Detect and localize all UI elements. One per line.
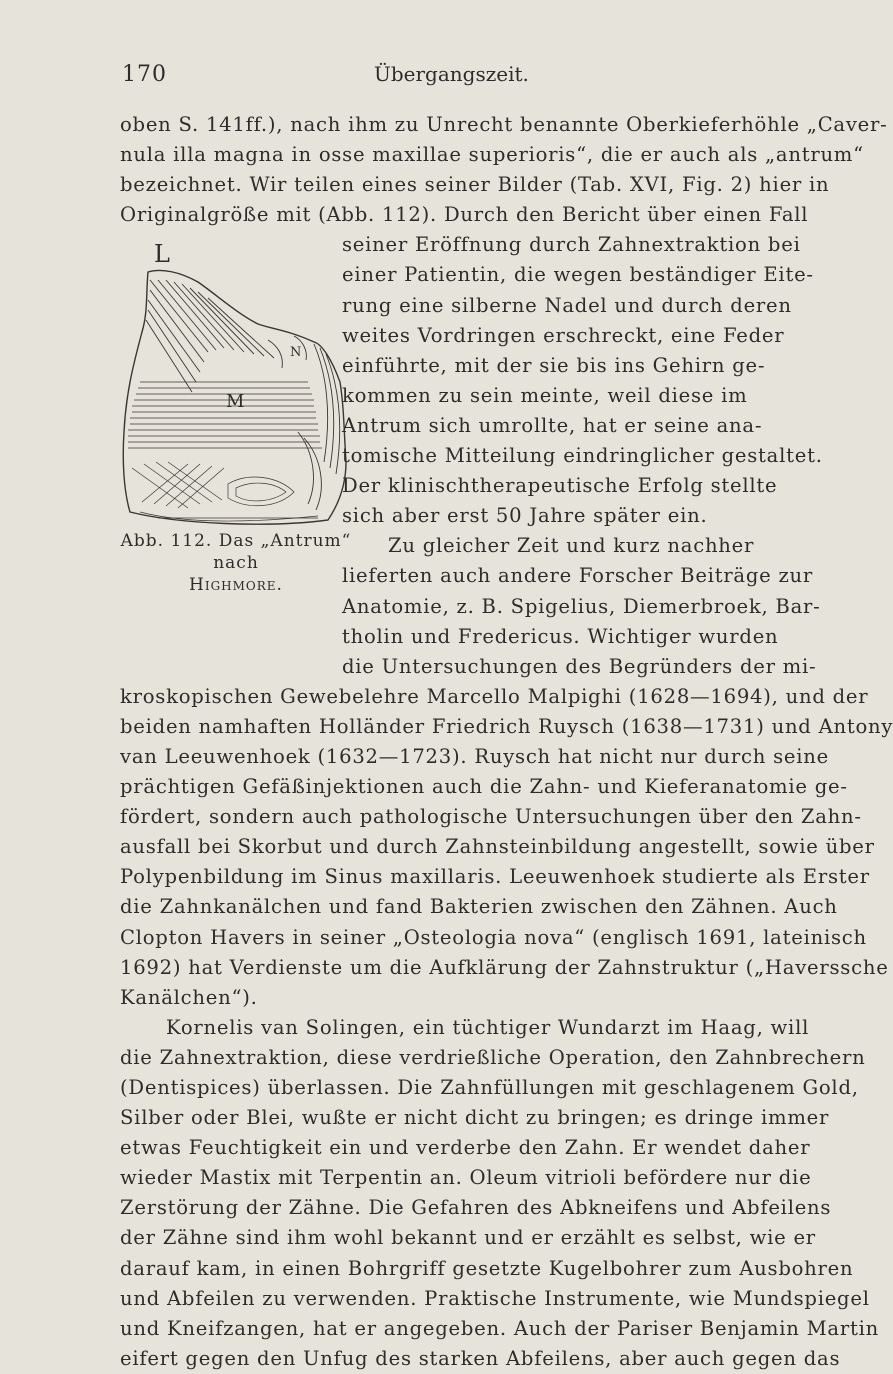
page-number: 170	[122, 62, 167, 87]
text-line: die Zahnextraktion, diese verdrießliche Operation, den Zahnbrechern	[120, 1045, 866, 1069]
text-line: die Untersuchungen des Begründers der mi-	[342, 654, 817, 678]
text-line: und Kneifzangen, hat er angegeben. Auch der Pariser Benjamin Martin	[120, 1316, 879, 1340]
text-line: kommen zu sein meinte, weil diese im	[342, 383, 748, 407]
text-line: einer Patientin, die wegen beständiger Eite-	[342, 263, 814, 287]
text-line: kroskopischen Gewebelehre Marcello Malpighi (1628—1694), und der	[120, 684, 869, 708]
text-line: darauf kam, in einen Bohrgriff gesetzte Kugelbohrer zum Ausbohren	[120, 1256, 854, 1280]
text-line: etwas Feuchtigkeit ein und verderbe den Zahn. Er wendet daher	[120, 1136, 811, 1160]
text-line: Der klinischtherapeutische Erfolg stellte	[342, 474, 778, 498]
text-line: 1692) hat Verdienste um die Aufklärung der Zahnstruktur („Haverssche	[120, 955, 889, 979]
figure-letter-l: L	[154, 240, 170, 268]
text-line: der Zähne sind ihm wohl bekannt und er erzählt es selbst, wie er	[120, 1226, 816, 1250]
text-line: tholin und Fredericus. Wichtiger wurden	[342, 624, 779, 648]
text-line: einführte, mit der sie bis ins Gehirn ge-	[342, 353, 766, 377]
text-line: (Dentispices) überlassen. Die Zahnfüllungen mit geschlagenem Gold,	[120, 1076, 859, 1099]
text-line: Originalgröße mit (Abb. 112). Durch den Bericht über einen Fall	[120, 203, 809, 227]
text-line: Zerstörung der Zähne. Die Gefahren des Abkneifens und Abfeilens	[120, 1196, 832, 1220]
text-line: prächtigen Gefäßinjektionen auch die Zahn- und Kieferanatomie ge-	[120, 775, 848, 799]
text-line: seiner Eröffnung durch Zahnextraktion bei	[342, 233, 801, 257]
text-line: Zu gleicher Zeit und kurz nachher	[388, 534, 755, 558]
text-line: rung eine silberne Nadel und durch deren	[342, 293, 792, 317]
text-line: eifert gegen den Unfug des starken Abfeilens, aber auch gegen das	[120, 1346, 841, 1370]
text-line: fördert, sondern auch pathologische Untersuchungen über den Zahn-	[120, 805, 862, 829]
text-line: Kornelis van Solingen, ein tüchtiger Wundarzt im Haag, will	[166, 1015, 810, 1039]
text-line: lieferten auch andere Forscher Beiträge zur	[342, 564, 814, 588]
text-line: sich aber erst 50 Jahre später ein.	[342, 504, 708, 528]
text-line: und Abfeilen zu verwenden. Praktische Instrumente, wie Mundspiegel	[120, 1286, 870, 1310]
text-line: wieder Mastix mit Terpentin an. Oleum vitrioli befördere nur die	[120, 1166, 812, 1190]
text-line: die Zahnkanälchen und fand Bakterien zwischen den Zähnen. Auch	[120, 895, 838, 919]
figure-letter-m: M	[226, 391, 245, 412]
caption-line: Abb. 112. Das „Antrum“ nach	[120, 531, 352, 573]
text-line: bezeichnet. Wir teilen eines seiner Bilder (Tab. XVI, Fig. 2) hier in	[120, 173, 830, 197]
text-line: Silber oder Blei, wußte er nicht dicht zu bringen; es dringe immer	[120, 1106, 830, 1130]
text-line: tomische Mitteilung eindringlicher gestaltet.	[342, 444, 823, 468]
text-line: oben S. 141ff.), nach ihm zu Unrecht benannte Oberkieferhöhle „Caver-	[120, 113, 888, 136]
text-line: van Leeuwenhoek (1632—1723). Ruysch hat nicht nur durch seine	[120, 744, 829, 768]
text-line: beiden namhaften Holländer Friedrich Ruysch (1638—1731) und Antony	[120, 714, 893, 738]
text-line: Kanälchen“).	[120, 985, 258, 1009]
text-line: Polypenbildung im Sinus maxillaris. Leeuwenhoek studierte als Erster	[120, 865, 870, 889]
page-header	[0, 62, 800, 92]
text-line: ausfall bei Skorbut und durch Zahnsteinbildung angestellt, sowie über	[120, 835, 875, 859]
text-line: Antrum sich umrollte, hat er seine ana-	[342, 413, 763, 437]
text-line: nula illa magna in osse maxillae superioris“, die er auch als „antrum“	[120, 143, 864, 167]
text-line: weites Vordringen erschreckt, eine Feder	[342, 323, 785, 347]
text-line: Anatomie, z. B. Spigelius, Diemerbroek, Bar-	[342, 594, 821, 618]
text-line: Clopton Havers in seiner „Osteologia nova“ (englisch 1691, lateinisch	[120, 925, 867, 949]
figure-letter-n: N	[290, 345, 302, 360]
body-text	[120, 110, 893, 1374]
caption-line: Highmore.	[189, 575, 283, 595]
running-head: Übergangszeit.	[374, 62, 529, 86]
